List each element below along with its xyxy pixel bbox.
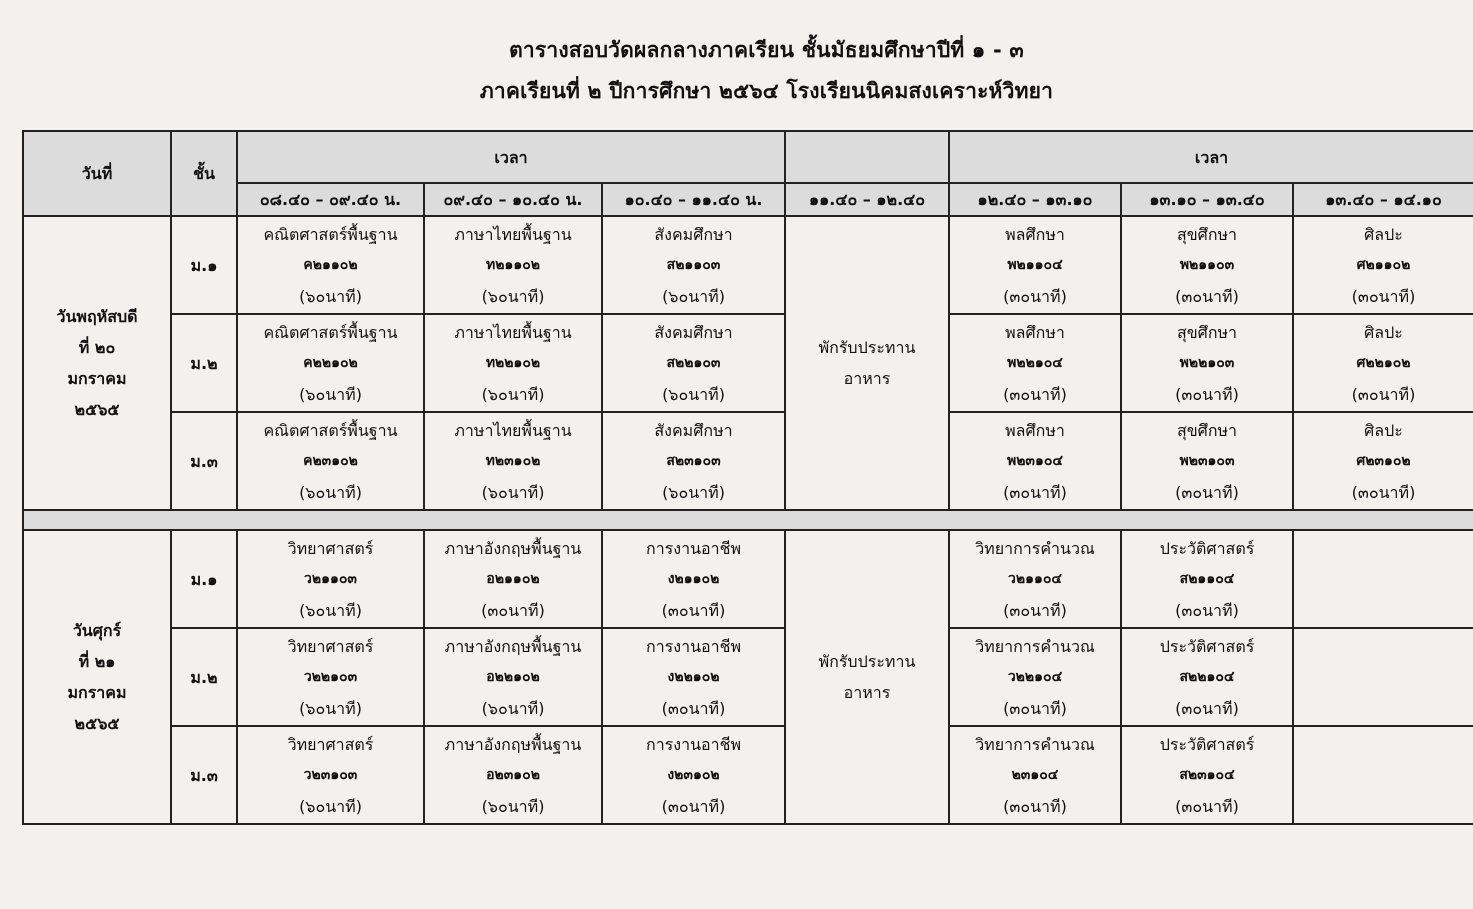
subject-cell: ภาษาอังกฤษพื้นฐาน อ๒๒๑๐๒ (๖๐นาที): [424, 628, 602, 726]
subject-cell: การงานอาชีพ ง๒๒๑๐๒ (๓๐นาที): [602, 628, 785, 726]
table-row: [23, 628, 1473, 726]
header-time-group-1: เวลา: [237, 131, 785, 183]
subject-cell: วิทยาศาสตร์ ว๒๒๑๐๓ (๖๐นาที): [237, 628, 424, 726]
day-cell-friday: วันศุกร์ ที่ ๒๑ มกราคม ๒๕๖๕: [23, 530, 171, 824]
subject-cell: วิทยาศาสตร์ ว๒๑๑๐๓ (๖๐นาที): [237, 530, 424, 628]
empty-cell: [1293, 530, 1473, 628]
subject-cell: สังคมศึกษา ส๒๒๑๐๓ (๖๐นาที): [602, 314, 785, 412]
subject-cell: คณิตศาสตร์พื้นฐาน ค๒๒๑๐๒ (๖๐นาที): [237, 314, 424, 412]
subject-cell: คณิตศาสตร์พื้นฐาน ค๒๑๑๐๒ (๖๐นาที): [237, 216, 424, 314]
empty-cell: [1293, 628, 1473, 726]
subject-cell: ภาษาไทยพื้นฐาน ท๒๒๑๐๒ (๖๐นาที): [424, 314, 602, 412]
day-separator: [23, 510, 1473, 530]
subject-cell: สุขศึกษา พ๒๒๑๐๓ (๓๐นาที): [1121, 314, 1293, 412]
subject-cell: ศิลปะ ศ๒๑๑๐๒ (๓๐นาที): [1293, 216, 1473, 314]
subject-cell: ประวัติศาสตร์ ส๒๑๑๐๔ (๓๐นาที): [1121, 530, 1293, 628]
level-cell: ม.๓: [171, 412, 237, 510]
subject-cell: วิทยาการคำนวณ ว๒๒๑๐๔ (๓๐นาที): [949, 628, 1121, 726]
table-row: [23, 216, 1473, 314]
subject-cell: ภาษาไทยพื้นฐาน ท๒๑๑๐๒ (๖๐นาที): [424, 216, 602, 314]
subject-cell: วิทยาศาสตร์ ว๒๓๑๐๓ (๖๐นาที): [237, 726, 424, 824]
level-cell: ม.๒: [171, 628, 237, 726]
level-cell: ม.๑: [171, 216, 237, 314]
subject-cell: พลศึกษา พ๒๑๑๐๔ (๓๐นาที): [949, 216, 1121, 314]
subject-cell: สุขศึกษา พ๒๑๑๐๓ (๓๐นาที): [1121, 216, 1293, 314]
empty-cell: [1293, 726, 1473, 824]
subject-cell: การงานอาชีพ ง๒๑๑๐๒ (๓๐นาที): [602, 530, 785, 628]
table-row: [23, 530, 1473, 628]
subject-cell: ประวัติศาสตร์ ส๒๓๑๐๔ (๓๐นาที): [1121, 726, 1293, 824]
subject-cell: พลศึกษา พ๒๒๑๐๔ (๓๐นาที): [949, 314, 1121, 412]
subject-cell: ภาษาไทยพื้นฐาน ท๒๓๑๐๒ (๖๐นาที): [424, 412, 602, 510]
subject-cell: ภาษาอังกฤษพื้นฐาน อ๒๓๑๐๒ (๖๐นาที): [424, 726, 602, 824]
level-cell: ม.๑: [171, 530, 237, 628]
subject-cell: สุขศึกษา พ๒๓๑๐๓ (๓๐นาที): [1121, 412, 1293, 510]
header-break-blank: [785, 131, 949, 183]
subject-cell: วิทยาการคำนวณ ๒๓๑๐๔ (๓๐นาที): [949, 726, 1121, 824]
subject-cell: สังคมศึกษา ส๒๓๑๐๓ (๖๐นาที): [602, 412, 785, 510]
subject-cell: ศิลปะ ศ๒๒๑๐๒ (๓๐นาที): [1293, 314, 1473, 412]
header-level: ชั้น: [171, 131, 237, 216]
day-cell-thursday: วันพฤหัสบดี ที่ ๒๐ มกราคม ๒๕๖๕: [23, 216, 171, 510]
level-cell: ม.๒: [171, 314, 237, 412]
header-time-group-2: เวลา: [949, 131, 1473, 183]
lunch-break-cell: พักรับประทาน อาหาร: [785, 216, 949, 510]
subject-cell: วิทยาการคำนวณ ว๒๑๑๐๔ (๓๐นาที): [949, 530, 1121, 628]
subject-cell: คณิตศาสตร์พื้นฐาน ค๒๓๑๐๒ (๖๐นาที): [237, 412, 424, 510]
header-day: วันที่: [23, 131, 171, 216]
subject-cell: ภาษาอังกฤษพื้นฐาน อ๒๑๑๐๒ (๓๐นาที): [424, 530, 602, 628]
header-time-4: ๑๑.๔๐ – ๑๒.๔๐: [785, 183, 949, 216]
lunch-break-cell: พักรับประทาน อาหาร: [785, 530, 949, 824]
header-time-6: ๑๓.๑๐ – ๑๓.๔๐: [1121, 183, 1293, 216]
table-row: [23, 726, 1473, 824]
subject-cell: ศิลปะ ศ๒๓๑๐๒ (๓๐นาที): [1293, 412, 1473, 510]
header-time-1: ๐๘.๔๐ – ๐๙.๔๐ น.: [237, 183, 424, 216]
schedule-table: [22, 130, 1473, 825]
header-time-7: ๑๓.๔๐ – ๑๔.๑๐: [1293, 183, 1473, 216]
header-time-5: ๑๒.๔๐ – ๑๓.๑๐: [949, 183, 1121, 216]
subject-cell: การงานอาชีพ ง๒๓๑๐๒ (๓๐นาที): [602, 726, 785, 824]
table-row: [23, 314, 1473, 412]
header-time-2: ๐๙.๔๐ – ๑๐.๔๐ น.: [424, 183, 602, 216]
header-time-3: ๑๐.๔๐ – ๑๑.๔๐ น.: [602, 183, 785, 216]
title-line-1: ตารางสอบวัดผลกลางภาคเรียน ชั้นมัธยมศึกษาปีที่ ๑ - ๓: [509, 38, 1024, 62]
level-cell: ม.๓: [171, 726, 237, 824]
title-line-2: ภาคเรียนที่ ๒ ปีการศึกษา ๒๕๖๔ โรงเรียนนิคมสงเคราะห์วิทยา: [479, 79, 1054, 103]
subject-cell: สังคมศึกษา ส๒๑๑๐๓ (๖๐นาที): [602, 216, 785, 314]
subject-cell: ประวัติศาสตร์ ส๒๒๑๐๔ (๓๐นาที): [1121, 628, 1293, 726]
subject-cell: พลศึกษา พ๒๓๑๐๔ (๓๐นาที): [949, 412, 1121, 510]
table-row: [23, 412, 1473, 510]
